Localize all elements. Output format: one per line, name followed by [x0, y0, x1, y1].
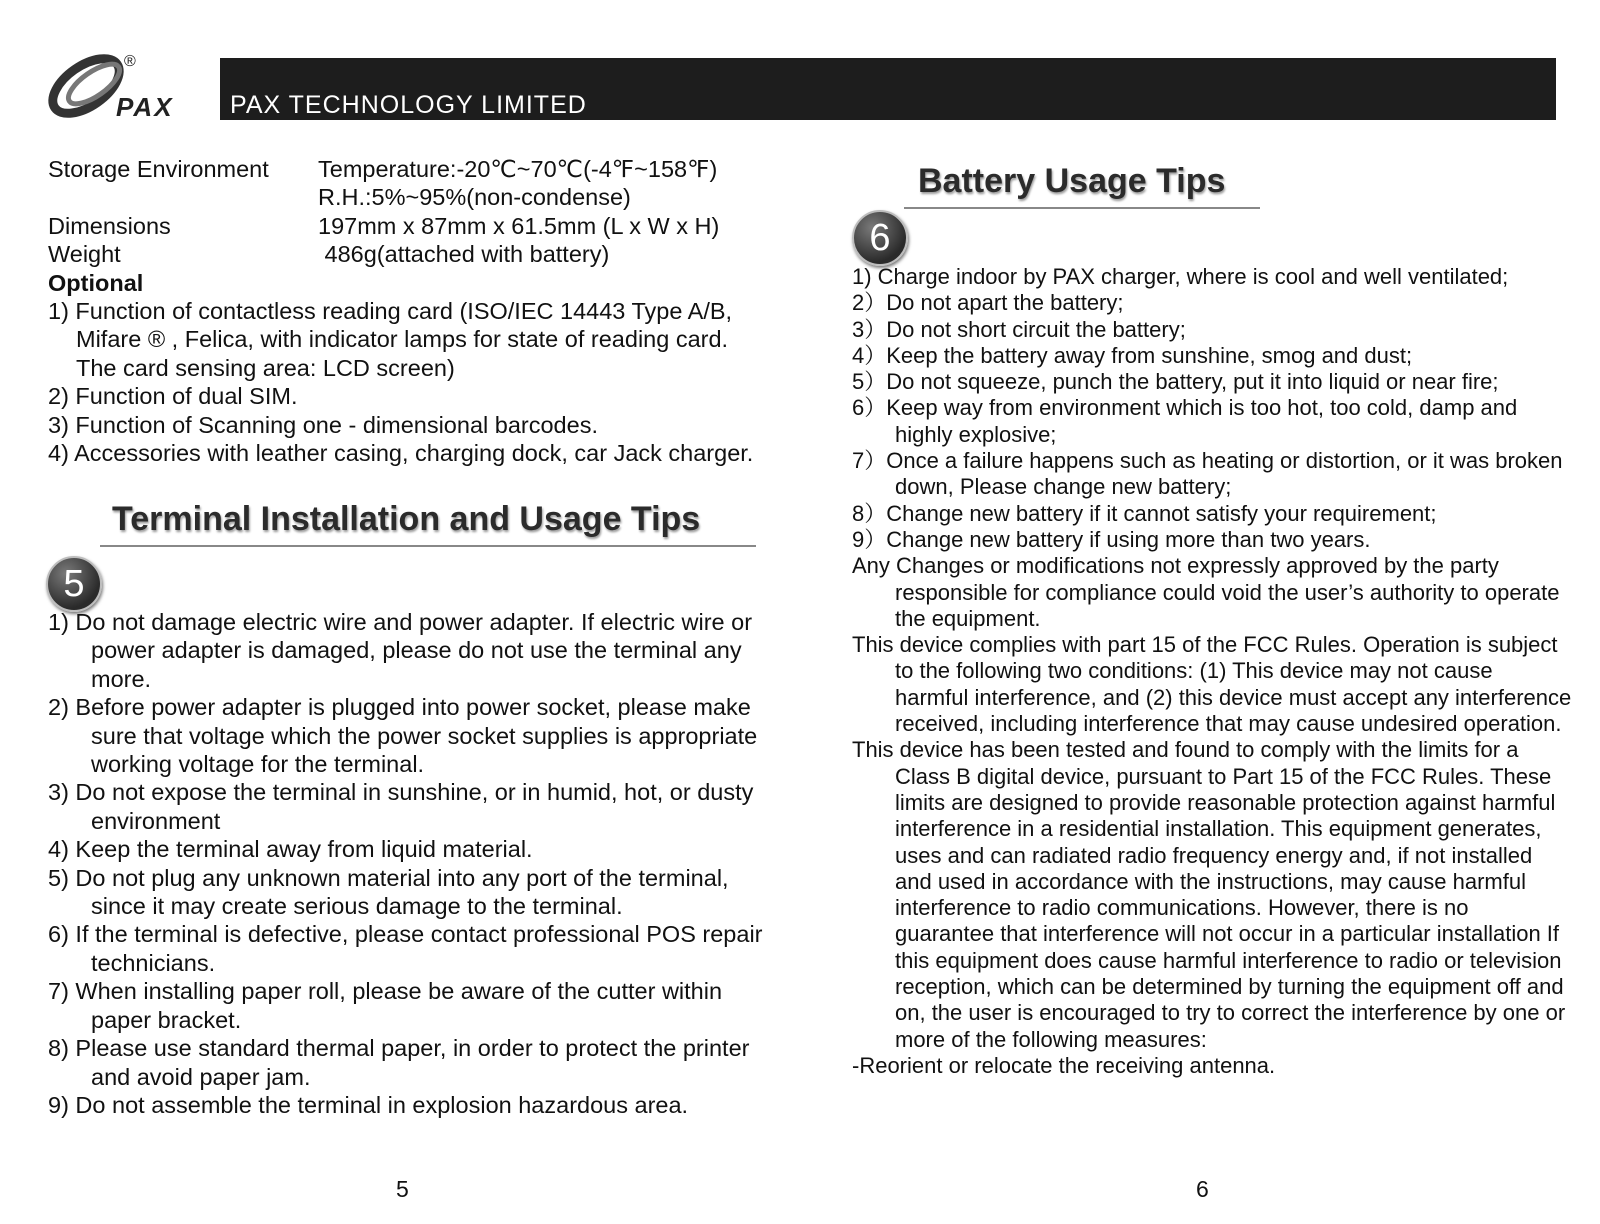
section-number-5: 5: [46, 556, 102, 612]
pax-logo: [44, 48, 204, 124]
optional-item: 1) Function of contactless reading card (ISO/IEC 14443 Type A/B, Mifare ® , Felica, with indicator lamps for state of reading card. The card sensing area: LCD screen): [48, 298, 733, 381]
list-item: 7）Once a failure happens such as heating or distortion, or it was broken down, Please change new battery;: [852, 448, 1563, 500]
company-name: PAX TECHNOLOGY LIMITED: [230, 91, 587, 119]
optional-item: 4) Accessories with leather casing, charging dock, car Jack charger.: [48, 440, 754, 467]
spec-row: [48, 155, 768, 183]
page-number-left: 5: [396, 1176, 409, 1202]
list-item: 1) Charge indoor by PAX charger, where is cool and well ventilated;: [852, 264, 1509, 289]
list-item: 9）Change new battery if using more than two years.: [852, 526, 1371, 552]
section-title-battery: Battery Usage Tips: [918, 162, 1226, 200]
list-item: 4) Keep the terminal away from liquid material.: [48, 836, 533, 863]
list-item: 1) Do not damage electric wire and power adapter. If electric wire or power adapter is damaged, please do not use the terminal any more.: [48, 609, 753, 692]
spec-label: Dimensions: [48, 212, 171, 239]
fcc-paragraph: -Reorient or relocate the receiving antenna.: [852, 1052, 1276, 1078]
list-item: 5) Do not plug any unknown material into any port of the terminal, since it may create serious damage to the terminal.: [48, 864, 729, 920]
header-bar: [220, 58, 1556, 120]
section-divider: [100, 545, 756, 547]
list-item: 2) Before power adapter is plugged into power socket, please make sure that voltage which the power socket supplies is appropriate working voltage for the terminal.: [48, 694, 758, 778]
section-title-terminal: Terminal Installation and Usage Tips: [112, 500, 701, 538]
list-item: 4）Keep the battery away from sunshine, smog and dust;: [852, 342, 1413, 368]
terminal-tips-list: [48, 608, 768, 1119]
left-page: [48, 155, 768, 467]
optional-item: 3) Function of Scanning one - dimensional barcodes.: [48, 411, 598, 438]
optional-item: 2) Function of dual SIM.: [48, 383, 298, 410]
spec-label: Weight: [48, 241, 121, 268]
fcc-paragraph: Any Changes or modifications not expressly approved by the party responsible for compliance could void the user’s authority to operate the equipment.: [852, 553, 1560, 631]
list-item: 7) When installing paper roll, please be aware of the cutter within paper bracket.: [48, 978, 723, 1033]
list-item: 6) If the terminal is defective, please contact professional POS repair technicians.: [48, 921, 763, 976]
right-page: [852, 264, 1572, 1079]
optional-heading: Optional: [48, 269, 144, 296]
list-item: 6）Keep way from environment which is too hot, too cold, damp and highly explosive;: [852, 395, 1518, 447]
page-number-right: 6: [1196, 1176, 1209, 1202]
list-item: 8) Please use standard thermal paper, in order to protect the printer and avoid paper jam.: [48, 1035, 750, 1090]
list-item: 2）Do not apart the battery;: [852, 290, 1124, 316]
logo-text: PAX: [116, 92, 174, 122]
spec-value: R.H.:5%~95%(non-condense): [318, 184, 631, 211]
spec-row: [48, 212, 768, 240]
list-item: 9) Do not assemble the terminal in explosion hazardous area.: [48, 1091, 689, 1118]
list-item: 5）Do not squeeze, punch the battery, put it into liquid or near fire;: [852, 369, 1499, 395]
pax-logo-icon: [44, 48, 204, 124]
registered-mark: ®: [124, 53, 136, 70]
spec-row: [48, 240, 768, 268]
spec-value: Temperature:-20℃~70℃(-4℉~158℉): [318, 156, 718, 182]
list-item: 8）Change new battery if it cannot satisfy your requirement;: [852, 500, 1437, 526]
section-number-6: 6: [852, 210, 908, 266]
section-divider: [904, 207, 1260, 209]
spec-value: 486g(attached with battery): [318, 241, 610, 268]
fcc-paragraph: This device complies with part 15 of the FCC Rules. Operation is subject to the following two conditions: (1) This device may not cause harmful interference, and (2) this device must accept any interference received, including interference that may cause undesired operation.: [852, 632, 1572, 737]
spec-value: 197mm x 87mm x 61.5mm (L x W x H): [318, 212, 720, 239]
spec-label: Storage Environment: [48, 156, 269, 182]
fcc-paragraph: This device has been tested and found to comply with the limits for a Class B digital device, pursuant to Part 15 of the FCC Rules. These limits are designed to provide reasonable protection against harmful interference in a residential installation. This equipment generates, uses and can radiated radio frequency energy and, if not installed and used in accordance with the instructions, may cause harmful interference to radio communications. However, there is no guarantee that interference will not occur in a particular installation If this equipment does cause harmful interference to radio or television reception, which can be determined by turning the equipment off and on, the user is encouraged to try to correct the interference by one or more of the following measures:: [852, 737, 1566, 1052]
spec-row: [48, 183, 768, 211]
list-item: 3) Do not expose the terminal in sunshine, or in humid, hot, or dusty environment: [48, 779, 754, 834]
spec-label: [48, 183, 318, 211]
list-item: 3）Do not short circuit the battery;: [852, 316, 1186, 342]
